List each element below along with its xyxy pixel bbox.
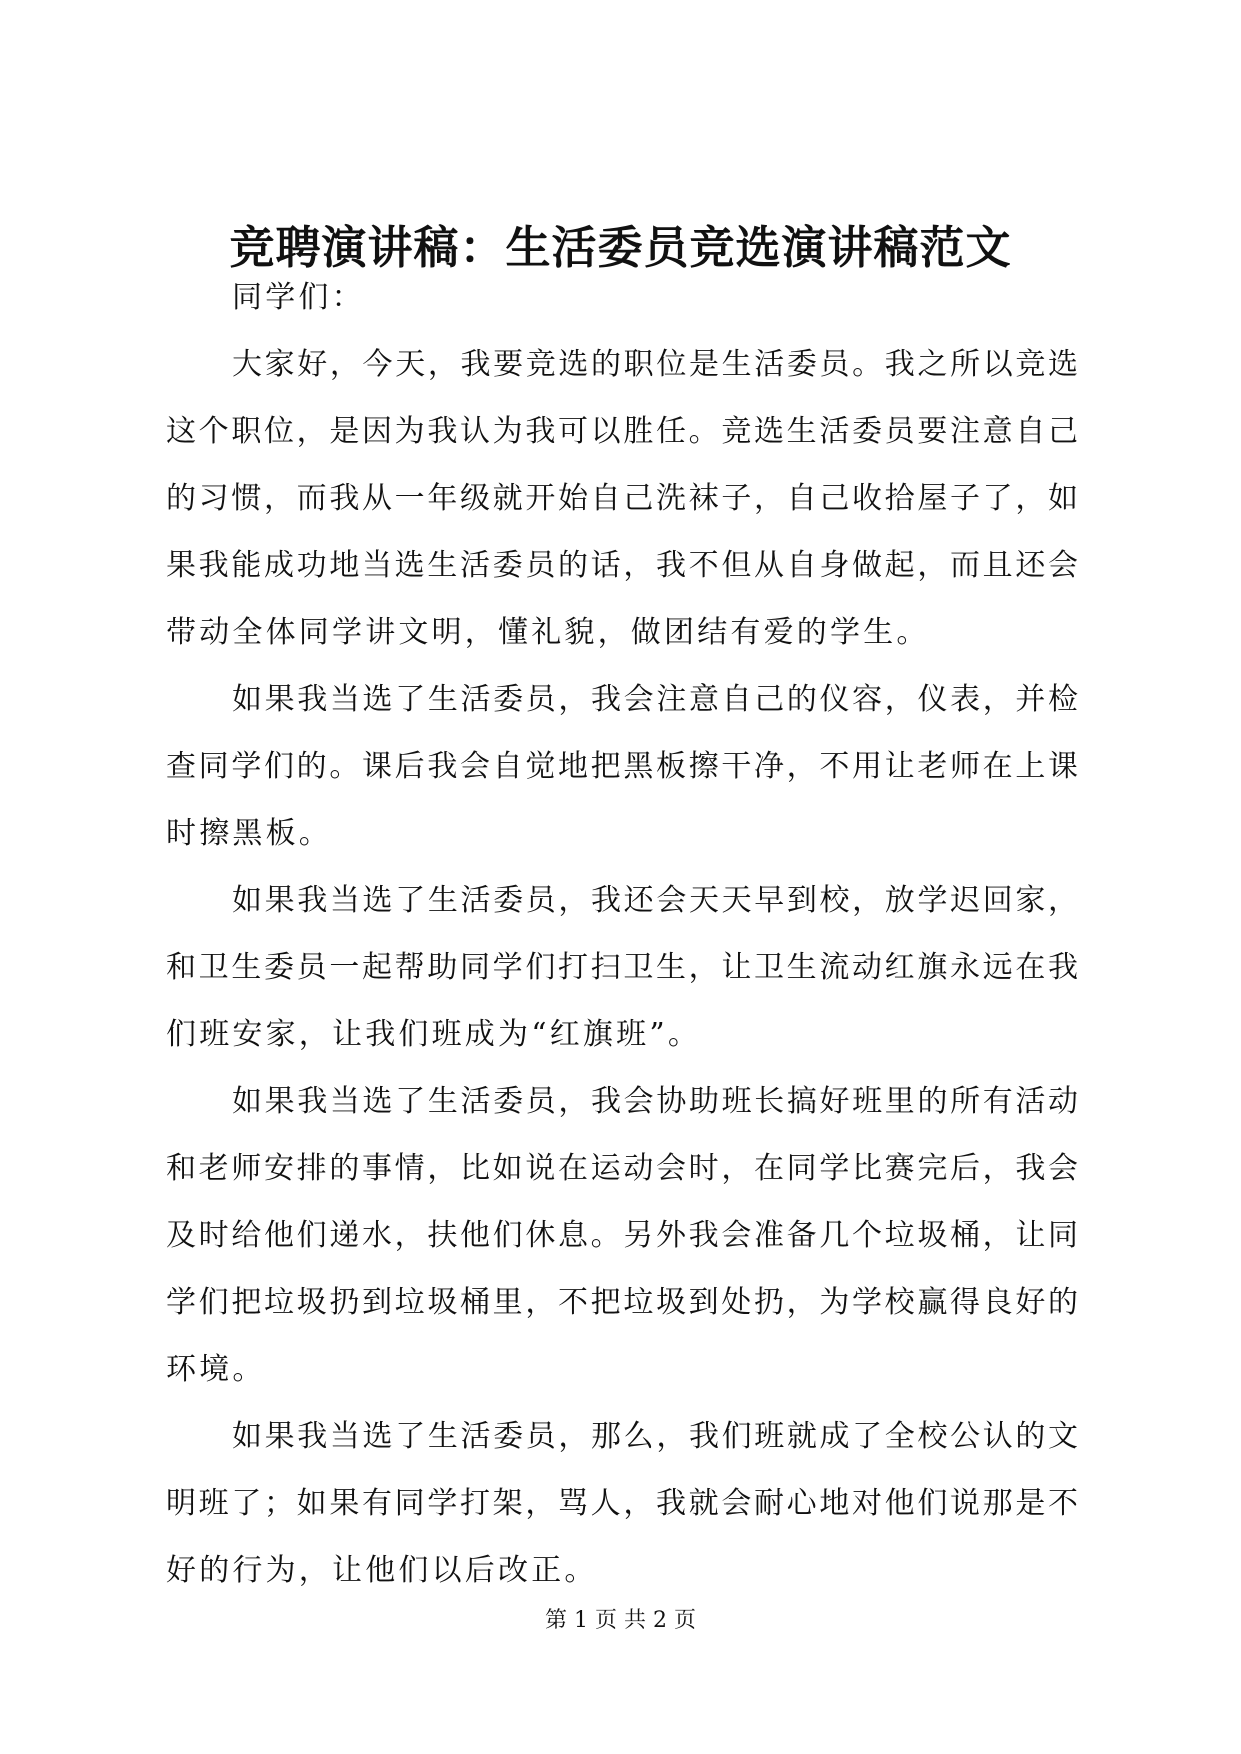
paragraph-line: 如果我当选了生活委员，我会注意自己的仪容，仪表，并检	[232, 682, 1078, 717]
salutation-line: 同学们：	[232, 280, 365, 315]
paragraph-line: 环境。	[166, 1352, 266, 1387]
paragraph-line: 查同学们的。课后我会自觉地把黑板擦干净，不用让老师在上课	[166, 749, 1078, 784]
paragraph-line: 及时给他们递水，扶他们休息。另外我会准备几个垃圾桶，让同	[166, 1218, 1078, 1253]
paragraph-line: 们班安家，让我们班成为“红旗班”。	[166, 1017, 702, 1052]
paragraph-line: 大家好，今天，我要竞选的职位是生活委员。我之所以竞选	[232, 347, 1078, 382]
paragraph-line: 学们把垃圾扔到垃圾桶里，不把垃圾到处扔，为学校赢得良好的	[166, 1285, 1078, 1320]
paragraph-line: 和卫生委员一起帮助同学们打扫卫生，让卫生流动红旗永远在我	[166, 950, 1078, 985]
document-body	[166, 264, 1078, 1604]
paragraph-line: 时擦黑板。	[166, 816, 332, 851]
paragraph-line: 带动全体同学讲文明，懂礼貌，做团结有爱的学生。	[166, 615, 930, 650]
paragraph-line: 和老师安排的事情，比如说在运动会时，在同学比赛完后，我会	[166, 1151, 1078, 1186]
paragraph-line: 如果我当选了生活委员，那么，我们班就成了全校公认的文	[232, 1419, 1078, 1454]
paragraph-line: 好的行为，让他们以后改正。	[166, 1553, 598, 1588]
paragraph-line: 果我能成功地当选生活委员的话，我不但从自身做起，而且还会	[166, 548, 1078, 583]
paragraph-line: 如果我当选了生活委员，我还会天天早到校，放学迟回家，	[232, 883, 1078, 918]
paragraph-line: 如果我当选了生活委员，我会协助班长搞好班里的所有活动	[232, 1084, 1078, 1119]
paragraph-line: 这个职位，是因为我认为我可以胜任。竞选生活委员要注意自己	[166, 414, 1078, 449]
paragraph-line: 的习惯，而我从一年级就开始自己洗袜子，自己收拾屋子了，如	[166, 481, 1078, 516]
document-title: 竞聘演讲稿：生活委员竞选演讲稿范文	[229, 221, 1012, 274]
paragraph-line: 明班了；如果有同学打架，骂人，我就会耐心地对他们说那是不	[166, 1486, 1078, 1521]
page-footer: 第 1 页 共 2 页	[545, 1608, 696, 1633]
